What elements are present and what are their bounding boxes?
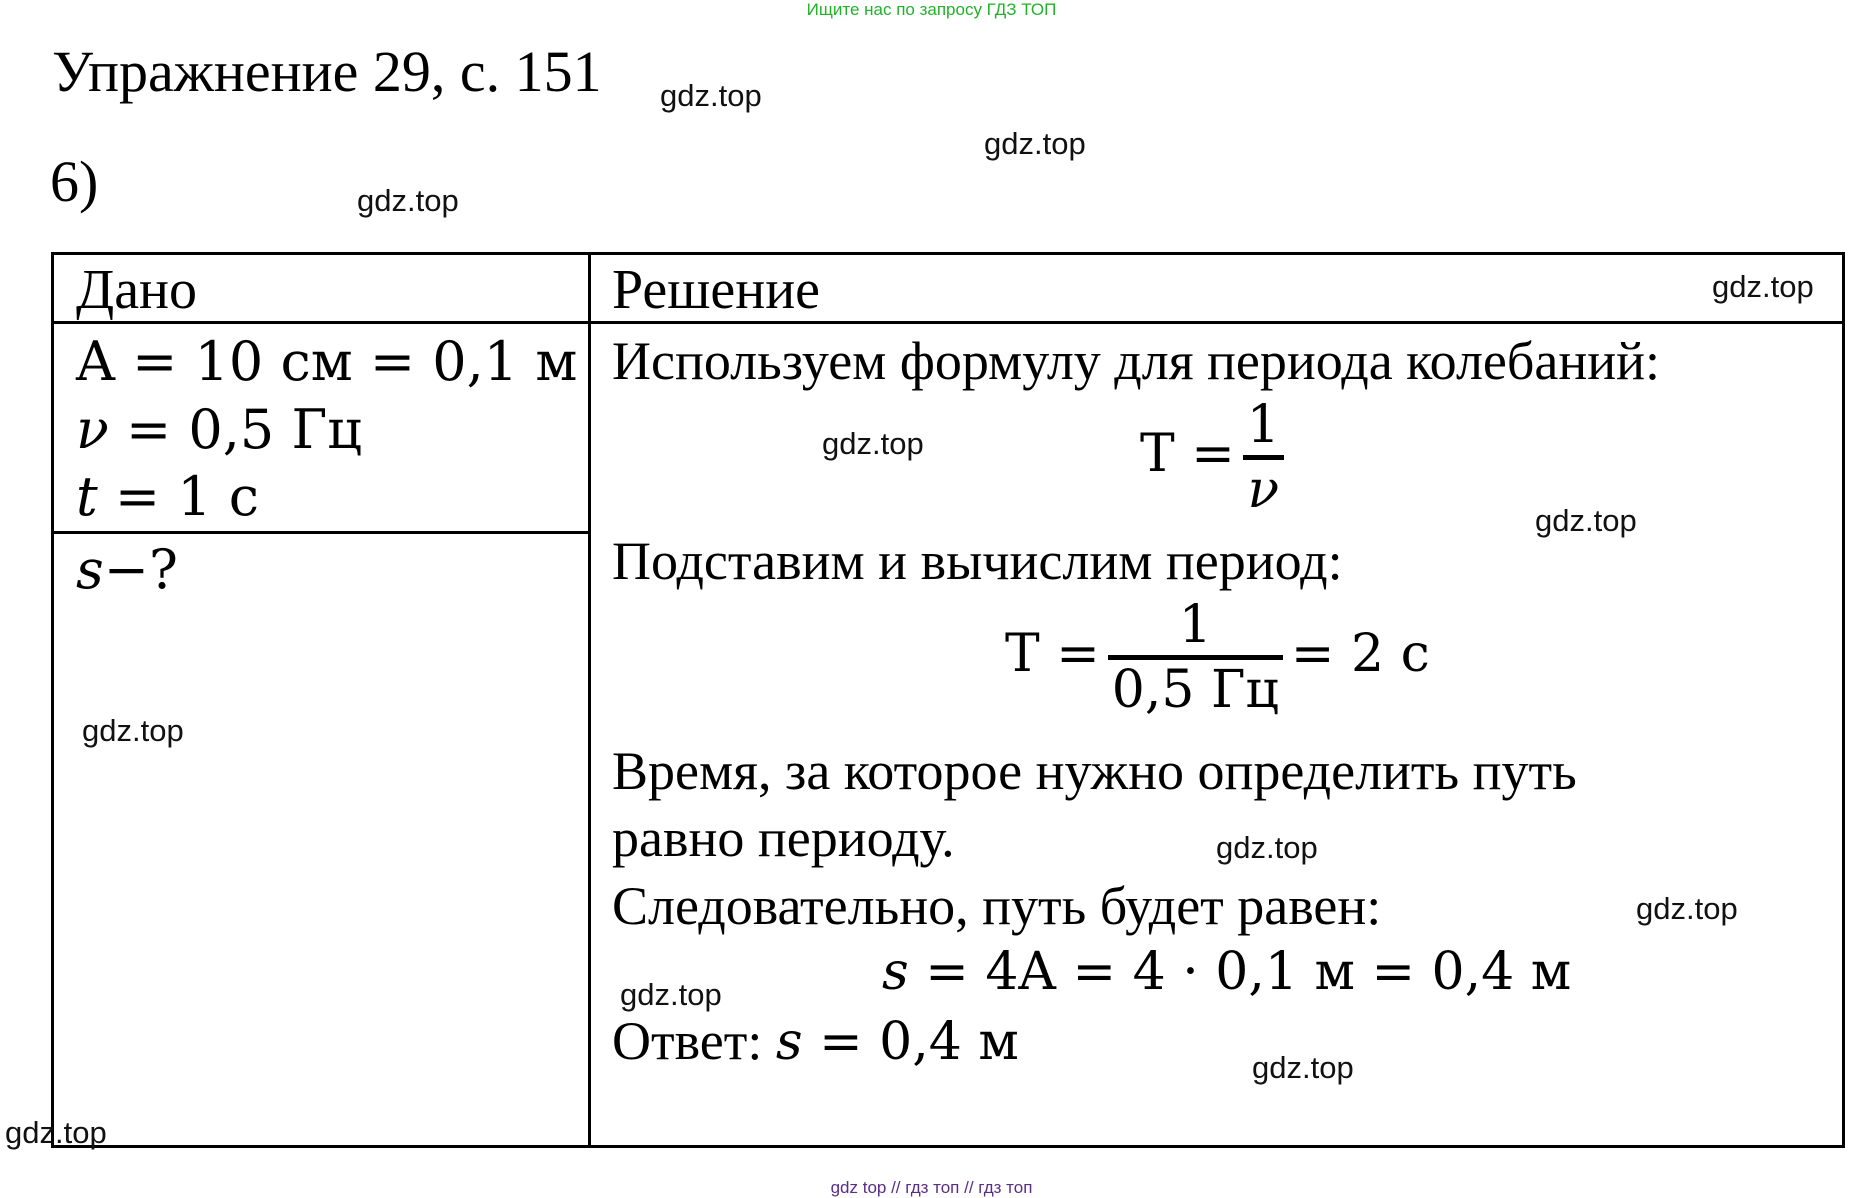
- given-header: Дано: [76, 259, 198, 321]
- watermark: gdz.top: [1712, 269, 1814, 304]
- find-distance: s−?: [76, 538, 178, 601]
- solution-step-time-line1: Время, за которое нужно определить путь: [612, 741, 1577, 801]
- page-title: Упражнение 29, с. 151: [52, 39, 602, 104]
- watermark: gdz.top: [5, 1115, 107, 1150]
- table-header-divider: [51, 321, 1845, 324]
- watermark: gdz.top: [82, 713, 184, 748]
- watermark: gdz.top: [1252, 1050, 1354, 1085]
- period-formula: T = $\frac{1}{\nu}$: [1140, 395, 1292, 520]
- watermark: gdz.top: [822, 426, 924, 461]
- solution-step-distance: Следовательно, путь будет равен:: [612, 876, 1382, 936]
- watermark: gdz.top: [1216, 830, 1318, 865]
- watermark: gdz.top: [660, 78, 762, 113]
- watermark: gdz.top: [1535, 503, 1637, 538]
- table-column-divider: [588, 252, 591, 1148]
- distance-calculation: s = 4A = 4 · 0,1 м = 0,4 м: [882, 942, 1572, 1002]
- given-time: t = 1 с: [76, 465, 260, 528]
- part-label: 6): [50, 149, 99, 214]
- watermark: gdz.top: [984, 126, 1086, 161]
- watermark: gdz.top: [357, 183, 459, 218]
- given-frequency: ν = 0,5 Гц: [76, 398, 362, 461]
- solution-step-time-line2: равно периоду.: [612, 808, 955, 868]
- answer: Ответ: s = 0,4 м: [612, 1011, 1019, 1072]
- solution-step-formula: Используем формулу для периода колебаний:: [612, 331, 1661, 391]
- watermark: gdz.top: [620, 977, 722, 1012]
- solution-header: Решение: [612, 259, 821, 321]
- period-calculation: T = $\frac{1}{0,5 Гц}$ = 2 с: [1005, 595, 1430, 720]
- watermark: gdz.top: [1636, 891, 1738, 926]
- solution-step-substitute: Подставим и вычислим период:: [612, 531, 1343, 591]
- footer-links[interactable]: gdz top // гдз топ // гдз топ: [830, 1178, 1033, 1197]
- given-amplitude: A = 10 см = 0,1 м: [76, 330, 578, 393]
- top-banner: Ищите нас по запросу ГДЗ ТОП: [806, 0, 1057, 19]
- given-find-divider: [51, 531, 591, 534]
